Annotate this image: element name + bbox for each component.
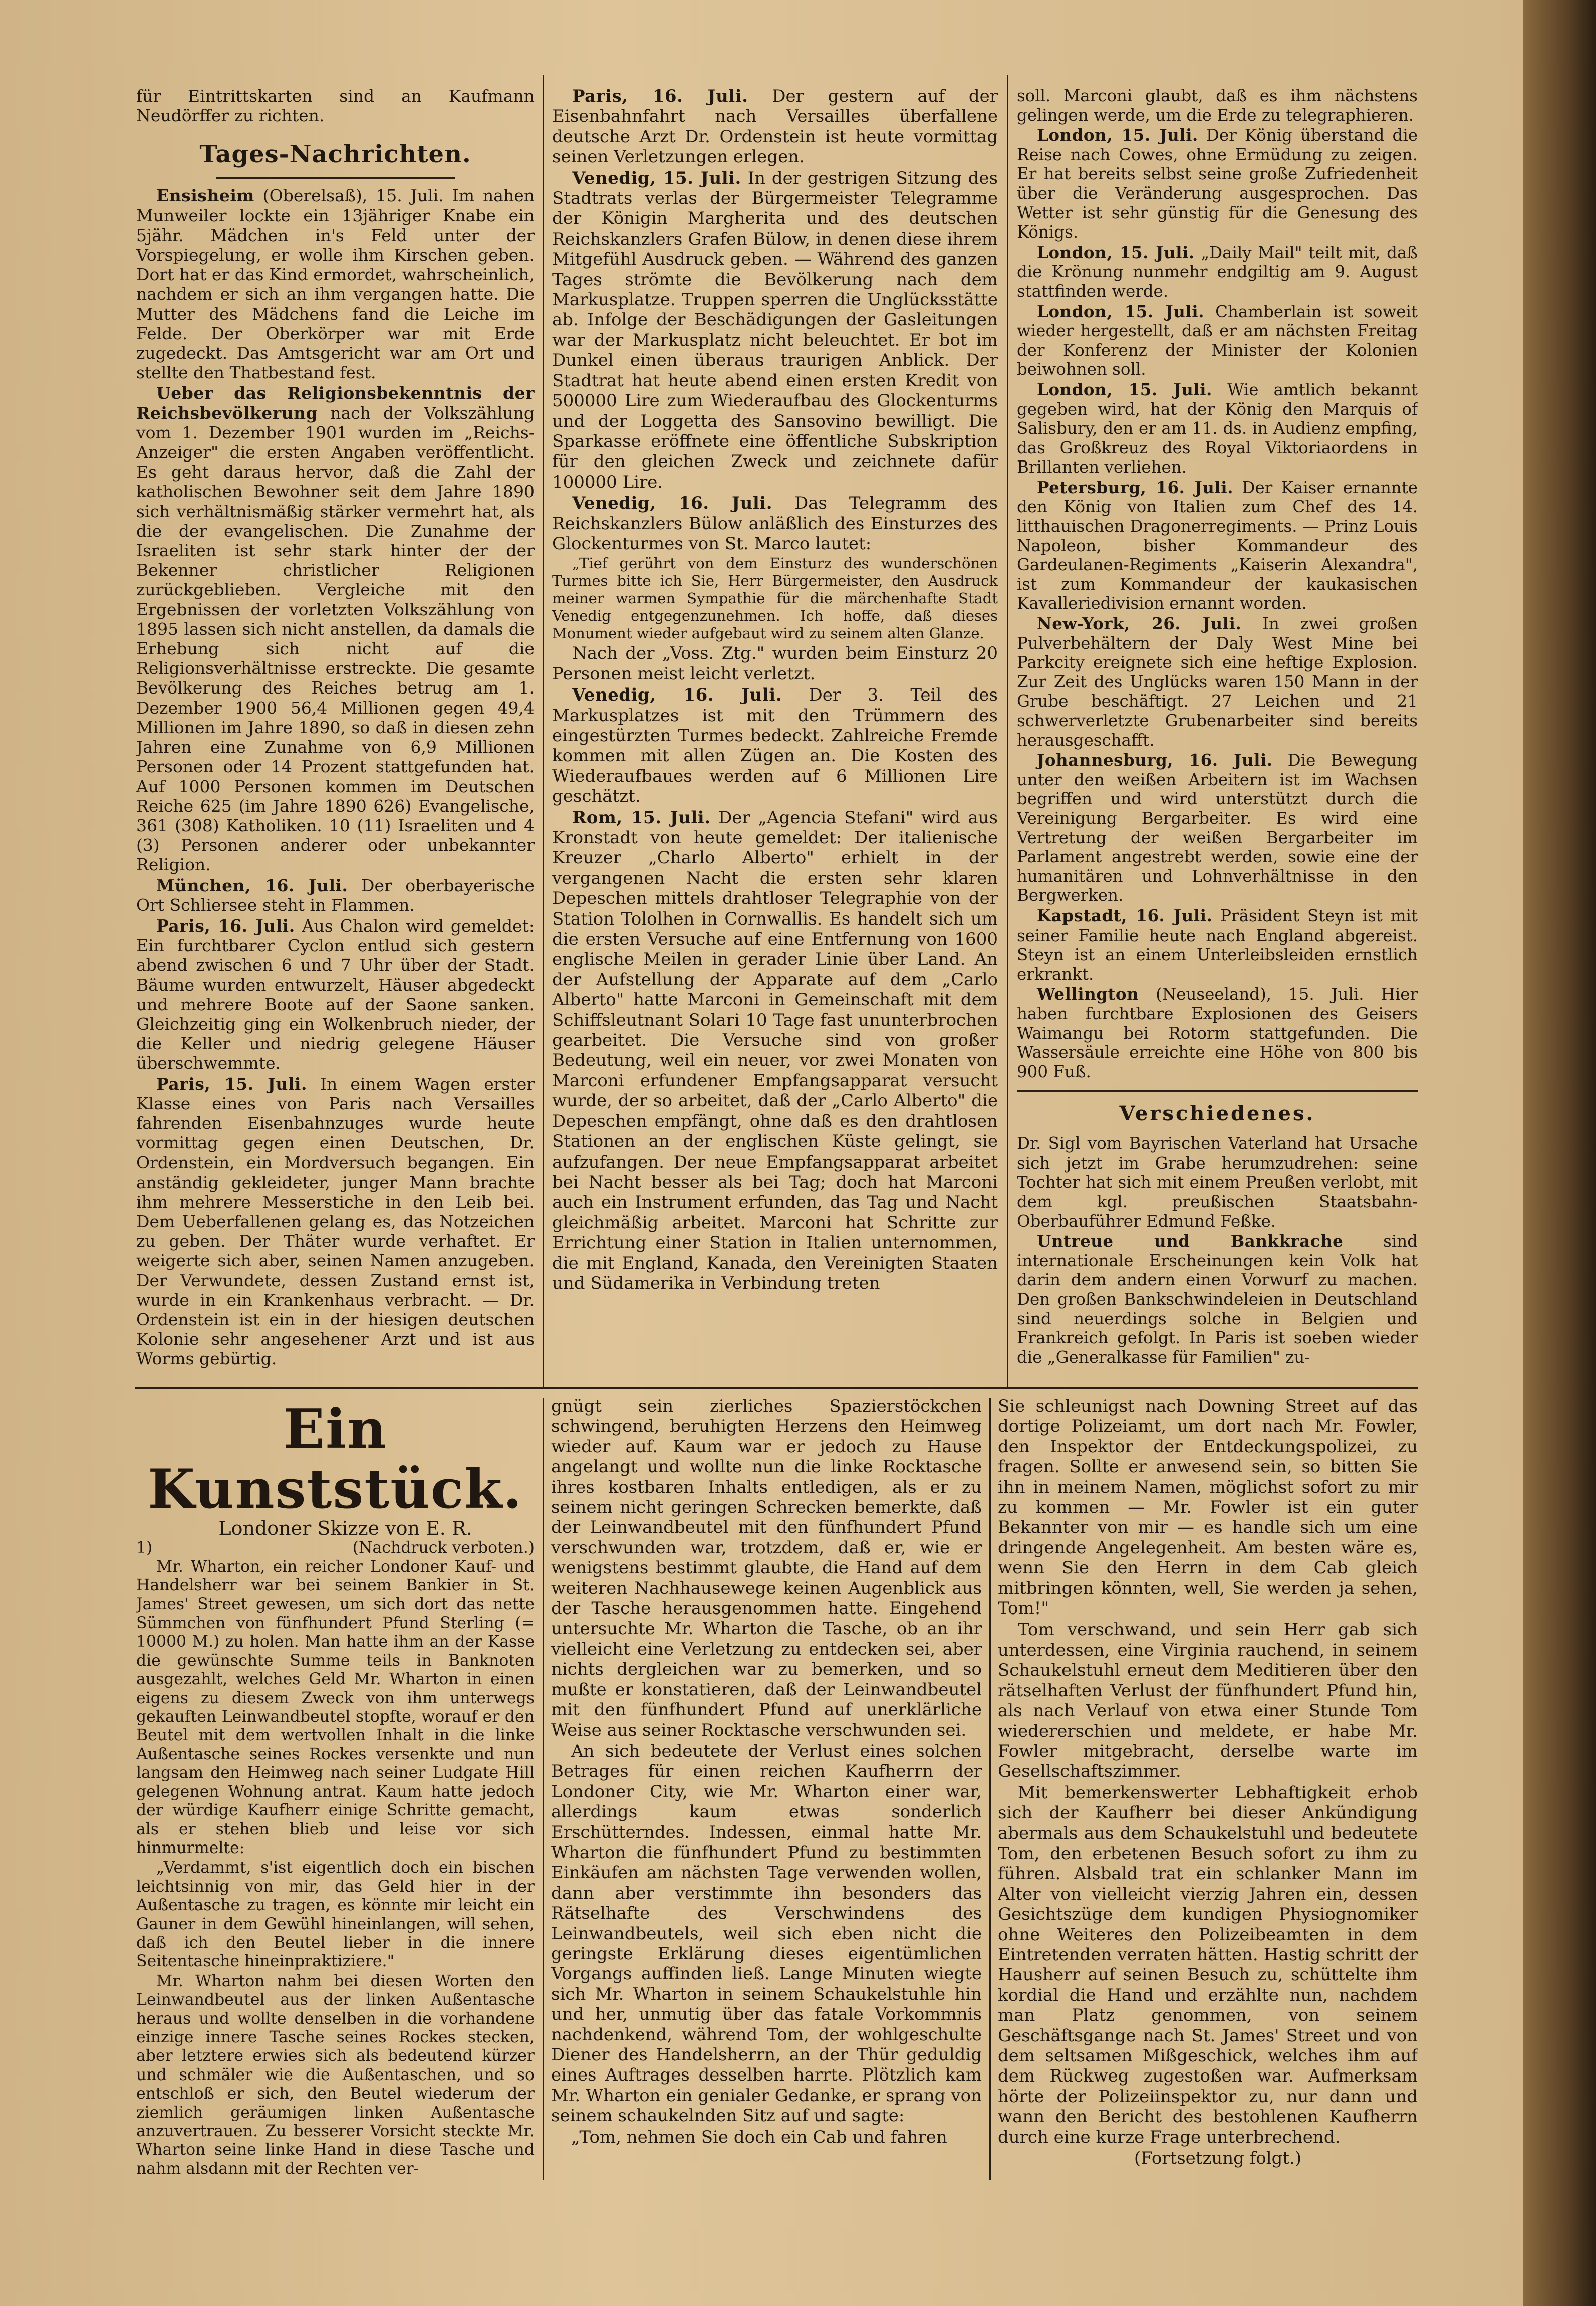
reprint-notice: (Nachdruck verboten.) <box>352 1539 535 1557</box>
news-text: Chamberlain ist soweit wieder hergestellt, daß er am nächsten Freitag der Konferenz der Minister der Kolonien beiwohnen soll. <box>1017 302 1418 379</box>
news-text: Der oberbayerische Ort Schliersee steht in Flammen. <box>136 875 535 915</box>
news-text: sind internationale Erscheinungen kein Volk hat darin dem andern einen Vorwurf zu machen. Den großen Bankschwindeleien in Deutschland sind neuerdings solche in Belgien und Frankreich gefolgt. In Paris ist soeben wieder die „Generalkasse für Familien" zu- <box>1017 1232 1418 1367</box>
news-dateline: Venedig, 16. Juli. <box>572 493 773 514</box>
misc-top-rule <box>1017 1090 1418 1092</box>
news-item <box>552 168 998 493</box>
news-items <box>552 86 998 1293</box>
news-item <box>136 383 535 874</box>
news-dateline: Wellington <box>1037 984 1139 1004</box>
news-item <box>1017 906 1418 984</box>
news-dateline: Ueber das Religionsbekenntnis der Reichsbevölkerung <box>136 383 535 423</box>
story-meta <box>136 1539 535 1557</box>
news-dateline: London, 15. Juli. <box>1037 379 1212 399</box>
news-dateline: Paris, 16. Juli. <box>572 86 748 106</box>
news-dateline: London, 15. Juli. <box>1037 301 1204 321</box>
news-item <box>552 643 998 684</box>
story-separator-rule <box>135 1387 1418 1389</box>
news-item <box>136 916 535 1073</box>
news-item <box>1017 302 1418 379</box>
news-text: Das Telegramm des Reichskanzlers Bülow anläßlich des Einsturzes des Glockenturmes von St. Marco lautet: <box>552 493 998 554</box>
news-dateline: Rom, 15. Juli. <box>572 807 711 828</box>
news-text: Präsident Steyn ist mit seiner Familie heute nach England abgereist. Steyn ist an einem Unterleibsleiden ernstlich erkrankt. <box>1017 906 1418 984</box>
news-item <box>1017 380 1418 477</box>
news-item <box>136 1074 535 1369</box>
news-dateline: Venedig, 15. Juli. <box>572 168 741 188</box>
story-column-1 <box>136 1396 535 2188</box>
news-text: Der König überstand die Reise nach Cowes, ohne Ermüdung zu zeigen. Er hat bereits selbst seine große Zufriedenheit über die Veränderung ausgesprochen. Das Wetter ist sehr günstig für die Genesung des Königs. <box>1017 126 1418 242</box>
section-title-verschiedenes: Verschiedenes. <box>1119 1102 1315 1126</box>
news-dateline: Kapstadt, 16. Juli. <box>1037 905 1213 926</box>
section-title-tages-nachrichten: Tages-Nachrichten. <box>199 140 471 169</box>
news-dateline: London, 15. Juli. <box>1037 125 1198 145</box>
news-text: Aus Chalon wird gemeldet: Ein furchtbarer Cyclon entlud sich gestern abend zwischen 6 und 7 Uhr über der Stadt. Bäume wurden entwurzelt, Häuser abgedeckt und mehrere Boote auf der Saone sanken. Gleichzeitig ging ein Wolkenbruch nieder, der die Keller und niedrig gelegene Häuser überschwemmte. <box>136 915 535 1073</box>
story-paragraph: Mit bemerkenswerter Lebhaftigkeit erhob sich der Kaufherr bei dieser Ankündigung abermals aus dem Schaukelstuhl und bedeutete Tom, den erbetenen Besuch sofort zu ihm zu führen. Alsbald trat ein schlanker Mann im Alter von vielleicht vierzig Jahren ein, dessen Gesichtszüge dem kundigen Physiognomiker ohne Weiteres den Polizeibeamten in dem Eintretenden verraten hätten. Hastig schritt der Hausherr auf seinen Besuch zu, schüttelte ihm kordial die Hand und erzählte nun, nachdem man Platz genommen, von seinem Geschäftsgange nach St. James' Street und von dem seltsamen Mißgeschick, welches ihm auf dem Rückweg zugestoßen war. Aufmerksam hörte der Polizeiinspektor zu, nur dann und wann den Bericht des bestohlenen Kaufherrn durch eine kurze Frage unterbrechend. <box>998 1782 1418 2147</box>
news-dateline: Johannesburg, 16. Juli. <box>1037 750 1273 770</box>
news-column-3 <box>1017 86 1418 1379</box>
news-text: Der 3. Teil des Markusplatzes ist mit den Trümmern des eingestürzten Turmes bedeckt. Zahlreiche Fremde kommen mit allen Zügen an. Die Kosten des Wiederaufbaues werden auf 6 Millionen Lire geschätzt. <box>552 685 998 807</box>
continued-notice: (Fortsetzung folgt.) <box>1134 2148 1302 2169</box>
news-text: soll. Marconi glaubt, daß es ihm nächstens gelingen werde, um die Erde zu telegraphieren. <box>1017 86 1418 125</box>
news-item <box>136 876 535 915</box>
news-column-1 <box>136 86 535 1379</box>
news-item <box>1017 614 1418 750</box>
news-text: In zwei großen Pulverbehältern der Daly West Mine bei Parkcity ereignete sich eine heftige Explosion. Zur Zeit des Unglücks waren 150 Mann in der Grube beschäftigt. 27 Leichen und 21 schwerverletzte Grubenarbeiter sind bereits herausgeschafft. <box>1017 614 1418 750</box>
ticket-notice: für Eintrittskarten sind an Kaufmann Neudörffer zu richten. <box>136 86 535 126</box>
story-paragraph: „Verdammt, s'ist eigentlich doch ein bischen leichtsinnig von mir, das Geld hier in der Außentasche zu tragen, es könnte mir leicht ein Gauner in dem Gewühl hineinlangen, will sehen, daß ich den Beutel lieber in die innere Seitentasche hineinpraktiziere." <box>136 1859 535 1971</box>
story-paragraphs <box>136 1558 535 2178</box>
story-column-2 <box>551 1396 982 2188</box>
news-text: Der Kaiser ernannte den König von Italien zum Chef des 14. litthauischen Dragonerregiments. — Prinz Louis Napoleon, bisher Kommandeur des Gardeulanen-Regiments „Kaiserin Alexandra", ist zum Kommandeur der kaukasischen Kavalleriedivision ernannt worden. <box>1017 478 1418 613</box>
story-paragraph: Mr. Wharton nahm bei diesen Worten den Leinwandbeutel aus der linken Außentasche heraus und wollte denselben in die vorhandene einzige innere Tasche seines Rockes stecken, aber letztere erwies sich als bedeutend kürzer und schmäler wie die Außentaschen, und so entschloß er sich, den Beutel wiederum der ziemlich geräumigen linken Außentasche anzuvertrauen. Zu besserer Vorsicht steckte Mr. Wharton seine linke Hand in diese Tasche und nahm alsdann mit der Rechten ver- <box>136 1972 535 2178</box>
news-text: Die Bewegung unter den weißen Arbeitern ist im Wachsen begriffen und wird unterstützt durch die Vereinigung Bergarbeiter. Es wird eine Vertretung der weißen Bergarbeiter im Parlament angestrebt werden, sowie eine der humanitären und Lohnverhältnisse in den Bergwerken. <box>1017 751 1418 905</box>
news-text: Dr. Sigl vom Bayrischen Vaterland hat Ursache sich jetzt im Grabe herumzudrehen: seine Tochter hat sich mit einem Preußen verlobt, mit dem kgl. preußischen Staatsbahn-Oberbauführer Edmund Feßke. <box>1017 1134 1418 1231</box>
section-title-rule <box>216 177 455 179</box>
column-rule-4 <box>989 1398 991 2180</box>
story-paragraph: Sie schleunigst nach Downing Street auf das dortige Polizeiamt, um dort nach Mr. Fowler, den Inspektor der Entdeckungspolizei, zu fragen. Sollte er anwesend sein, so bitten Sie ihn in meinem Namen, möglichst sofort zu mir zu kommen — Mr. Fowler ist ein guter Bekannter von mir — es handle sich um eine dringende Angelegenheit. Am besten wäre es, wenn Sie den Herrn in dem Cab gleich mitbringen könnten, well, Sie werden ja sehen, Tom!" <box>998 1396 1418 1619</box>
news-text: nach der Volkszählung vom 1. Dezember 1901 wurden im „Reichs-Anzeiger" die ersten Angaben veröffentlicht. Es geht daraus hervor, daß die Zahl der katholischen Bewohner seit dem Jahre 1890 sich verhältnismäßig stärker vermehrt hat, als die der evangelischen. Die Zunahme der Israeliten ist sehr stark hinter der der Bekenner christlicher Religionen zurückgeblieben. Vergleiche mit den Ergebnissen der vorletzten Volkszählung von 1895 lassen sich nicht anstellen, da damals die Erhebung sich nicht auf die Religionsverhältnisse erstreckte. Die gesamte Bevölkerung des Reiches betrug am 1. Dezember 1900 56,4 Millionen gegen 49,4 Millionen im Jahre 1890, so daß in diesen zehn Jahren eine Zunahme von 6,9 Millionen Personen oder 14 Prozent stattgefunden hat. Auf 1000 Personen kommen im Deutschen Reiche 625 (im Jahre 1890 626) Evangelische, 361 (308) Katholiken. 10 (11) Israeliten und 4 (3) Personen anderer oder unbekannter Religion. <box>136 403 535 875</box>
news-dateline: Untreue und Bankkrache <box>1037 1231 1344 1251</box>
story-paragraph: An sich bedeutete der Verlust eines solchen Betrages für einen reichen Kaufherrn der Londoner City, wie Mr. Wharton einer war, allerdings kaum etwas sonderlich Erschütterndes. Indessen, einmal hatte Mr. Wharton die fünfhundert Pfund zu bestimmten Einkäufen am nächsten Tage verwenden wollen, dann aber verstimmte ihn besonders das Rätselhafte des Verschwindens des Leinwandbeutels, weil sich eben nicht die geringste Erklärung dieses eigentümlichen Vorgangs auffinden ließ. Lange Minuten wiegte sich Mr. Wharton in seinem Schaukelstuhle hin und her, unmutig über das fatale Vorkommnis nachdenkend, während Tom, der wohlgeschulte Diener des Handelsherrn, an der Thür geduldig eines Auftrages desselben harrte. Plötzlich kam Mr. Wharton ein genialer Gedanke, er sprang von seinem schaukelnden Sitz auf und sagte: <box>551 1741 982 2126</box>
news-items <box>136 186 535 1368</box>
column-rule-1 <box>543 75 544 1388</box>
news-text: Wie amtlich bekannt gegeben wird, hat der König den Marquis of Salisbury, den er am 11. ds. in Audienz empfing, das Großkreuz des Royal Viktoriaordens in Brillanten verliehen. <box>1017 380 1418 477</box>
news-item <box>1017 86 1418 125</box>
news-text: Der gestern auf der Eisenbahnfahrt nach Versailles überfallene deutsche Arzt Dr. Ordenstein ist heute vormittag seinen Verletzungen erlegen. <box>552 86 998 167</box>
news-item <box>1017 126 1418 242</box>
news-text: In der gestrigen Sitzung des Stadtrats verlas der Bürgermeister Telegramme der Königin Margherita und des deutschen Reichskanzlers Grafen Bülow, in denen diese ihrem Mitgefühl Ausdruck geben. — Während des ganzen Tages strömte die Bevölkerung nach dem Markusplatze. Truppen sperren die Unglücksstätte ab. Infolge der Beschädigungen der Gasleitungen war der Markusplatz nicht beleuchtet. Er bot im Dunkel einen überaus traurigen Anblick. Der Stadtrat hat heute abend einen ersten Kredit von 500000 Lire zum Wiederaufbau des Glockenturms und der Loggetta des Sansovino bewilligt. Die Sparkasse eröffnete eine öffentliche Subskription für den gleichen Zweck und zeichnete dafür 100000 Lire. <box>552 168 998 492</box>
news-dateline: Paris, 15. Juli. <box>156 1074 307 1094</box>
news-dateline: München, 16. Juli. <box>156 875 348 895</box>
news-item <box>1017 243 1418 301</box>
news-item <box>1017 1232 1418 1367</box>
news-item <box>1017 751 1418 905</box>
misc-items <box>1017 1134 1418 1367</box>
news-text: Der „Agencia Stefani" wird aus Kronstadt von heute gemeldet: Der italienische Kreuzer „Charlo Alberto" erhielt in der vergangenen Nacht die ersten sehr klaren Depeschen mittels drahtloser Telegraphie von der Station Tololhen in Cornwallis. Es handelt sich um die ersten Versuche auf eine Entfernung von 1600 englische Meilen in gerader Linie über Land. An der Aufstellung der Apparate auf dem „Carlo Alberto" hatte Marconi in Gemeinschaft mit dem Schiffsleutnant Solari 10 Tage fast ununterbrochen gearbeitet. Die Versuche sind von großer Bedeutung, weil ein neuer, vor zwei Monaten von Marconi erfundener Empfangsapparat versucht wurde, der so arbeitet, daß der „Carlo Alberto" die Depeschen empfängt, ohne daß es den drahtlosen Stationen an der englischen Küste gelingt, sie aufzufangen. Der neue Empfangsapparat arbeitet bei Nacht besser als bei Tag; doch hat Marconi auch ein Instrument erfunden, das Tag und Nacht gleichmäßig arbeitet. Marconi hat Schritte zur Errichtung einer Station in Italien unternommen, die mit England, Kanada, den Vereinigten Staaten und Südamerika in Verbindung treten <box>552 807 998 1293</box>
story-paragraph: „Tom, nehmen Sie doch ein Cab und fahren <box>571 2127 947 2147</box>
news-item <box>1017 1134 1418 1231</box>
news-item <box>552 493 998 554</box>
installment-number: 1) <box>136 1539 153 1557</box>
news-item <box>1017 478 1418 613</box>
news-item <box>552 808 998 1294</box>
news-items <box>1017 86 1418 1081</box>
news-item <box>1017 985 1418 1081</box>
news-dateline: New-York, 26. Juli. <box>1037 614 1242 634</box>
story-paragraph: Mr. Wharton, ein reicher Londoner Kauf- und Handelsherr war bei seinem Bankier in St. James' Street gewesen, um sich dort das nette Sümmchen von fünfhundert Pfund Sterling (= 10000 M.) zu holen. Man hatte ihm an der Kasse die gewünschte Summe teils in Banknoten ausgezahlt, welches Geld Mr. Wharton in einen eigens zu diesem Zweck von ihm unterwegs gekauften Leinwandbeutel stopfte, worauf er den Beutel mit dem wertvollen Inhalt in die linke Außentasche seines Rockes versenkte und nun langsam den Heimweg nach seiner Ludgate Hill gelegenen Wohnung antrat. Kaum hatte jedoch der würdige Kaufherr einige Schritte gemacht, als er stehen blieb und leise vor sich hinmurmelte: <box>136 1557 535 1857</box>
news-item <box>552 685 998 806</box>
news-text: (Neuseeland), 15. Juli. Hier haben furchtbare Explosionen des Geisers Waimangu bei Rotorm stattgefunden. Die Wassersäule erreichte eine Höhe von 800 bis 900 Fuß. <box>1017 985 1418 1081</box>
news-column-2 <box>552 86 998 1379</box>
news-dateline: Venedig, 16. Juli. <box>572 685 782 706</box>
news-text: Nach der „Voss. Ztg." wurden beim Einsturz 20 Personen meist leicht verletzt. <box>552 643 998 684</box>
story-paragraphs <box>551 1396 982 2147</box>
news-dateline: Paris, 16. Juli. <box>156 915 295 936</box>
page-edge-binding <box>1523 0 1596 2306</box>
news-item <box>552 555 998 642</box>
story-title: Ein Kunststück. <box>148 1398 523 1521</box>
story-paragraphs <box>998 1396 1418 2147</box>
news-dateline: Petersburg, 16. Juli. <box>1037 477 1233 497</box>
story-subtitle: Londoner Skizze von E. R. <box>218 1517 472 1539</box>
news-item <box>552 86 998 167</box>
story-paragraph: gnügt sein zierliches Spazierstöckchen schwingend, beruhigten Herzens den Heimweg wieder auf. Kaum war er jedoch zu Hause angelangt und wollte nun die linke Rocktasche ihres kostbaren Inhalts entledigen, als er zu seinem nicht geringen Schrecken bemerkte, daß der Leinwandbeutel mit den fünfhundert Pfund verschwunden war, trotzdem, daß er, wie er wenigstens bestimmt glaubte, die Hand auf dem weiteren Nachhausewege keinen Augenblick aus der Tasche herausgenommen hatte. Eingehend untersuchte Mr. Wharton die Tasche, ob an ihr vielleicht eine Verletzung zu entdecken sei, aber nichts dergleichen war zu bemerken, und so mußte er konstatieren, daß der Leinwandbeutel mit den fünfhundert Pfund auf unerklärliche Weise aus seiner Rocktasche verschwunden sei. <box>551 1396 982 1740</box>
news-text: (Oberelsaß), 15. Juli. Im nahen Munweiler lockte ein 13jähriger Knabe ein 5jähr. Mädchen in's Feld unter der Vorspiegelung, er wolle ihm Kirschen geben. Dort hat er das Kind ermordet, wahrscheinlich, nachdem er sich an ihm vergangen hatte. Die Mutter des Mädchens fand die Leiche im Felde. Der Oberkörper war mit Erde zugedeckt. Das Amtsgericht war am Ort und stellte den Thatbestand fest. <box>136 186 535 383</box>
news-dateline: London, 15. Juli. <box>1037 242 1195 262</box>
news-dateline: Ensisheim <box>156 186 254 206</box>
news-text: „Tief gerührt von dem Einsturz des wunderschönen Turmes bitte ich Sie, Herr Bürgermeister, den Ausdruck meiner warmen Sympathie für die märchenhafte Stadt Venedig entgegenzunehmen. Ich hoffe, daß dieses Monument wieder aufgebaut wird zu seinem alten Glanze. <box>552 555 998 642</box>
news-item <box>136 186 535 382</box>
news-text: In einem Wagen erster Klasse eines von Paris nach Versailles fahrenden Eisenbahnzuges wurde heute vormittag gegen einen Deutschen, Dr. Ordenstein, ein Mordversuch begangen. Ein anständig gekleideter, junger Mann brachte ihm mehrere Messerstiche in den Leib bei. Dem Ueberfallenen gelang es, das Notzeichen zu geben. Der Thäter wurde verhaftet. Er weigerte sich aber, seinen Namen anzugeben. Der Verwundete, dessen Zustand ernst ist, wurde in ein Krankenhaus verbracht. — Dr. Ordenstein ist ein in der hiesigen deutschen Kolonie sehr angesehener Arzt und ist aus Worms gebürtig. <box>136 1074 535 1369</box>
story-paragraph: Tom verschwand, und sein Herr gab sich unterdessen, eine Virginia rauchend, in seinem Schaukelstuhl erneut dem Meditieren über den rätselhaften Verlust der fünfhundert Pfund hin, als nach Verlauf von etwa einer Stunde Tom wiedererschien und meldete, er habe Mr. Fowler mitgebracht, derselbe warte im Gesellschaftszimmer. <box>998 1620 1418 1782</box>
column-rule-3 <box>543 1398 544 2180</box>
column-rule-2 <box>1007 75 1008 1388</box>
news-text: „Daily Mail" teilt mit, daß die Krönung nunmehr endgiltig am 9. August stattfinden werde. <box>1017 243 1418 301</box>
story-column-3 <box>998 1396 1418 2188</box>
